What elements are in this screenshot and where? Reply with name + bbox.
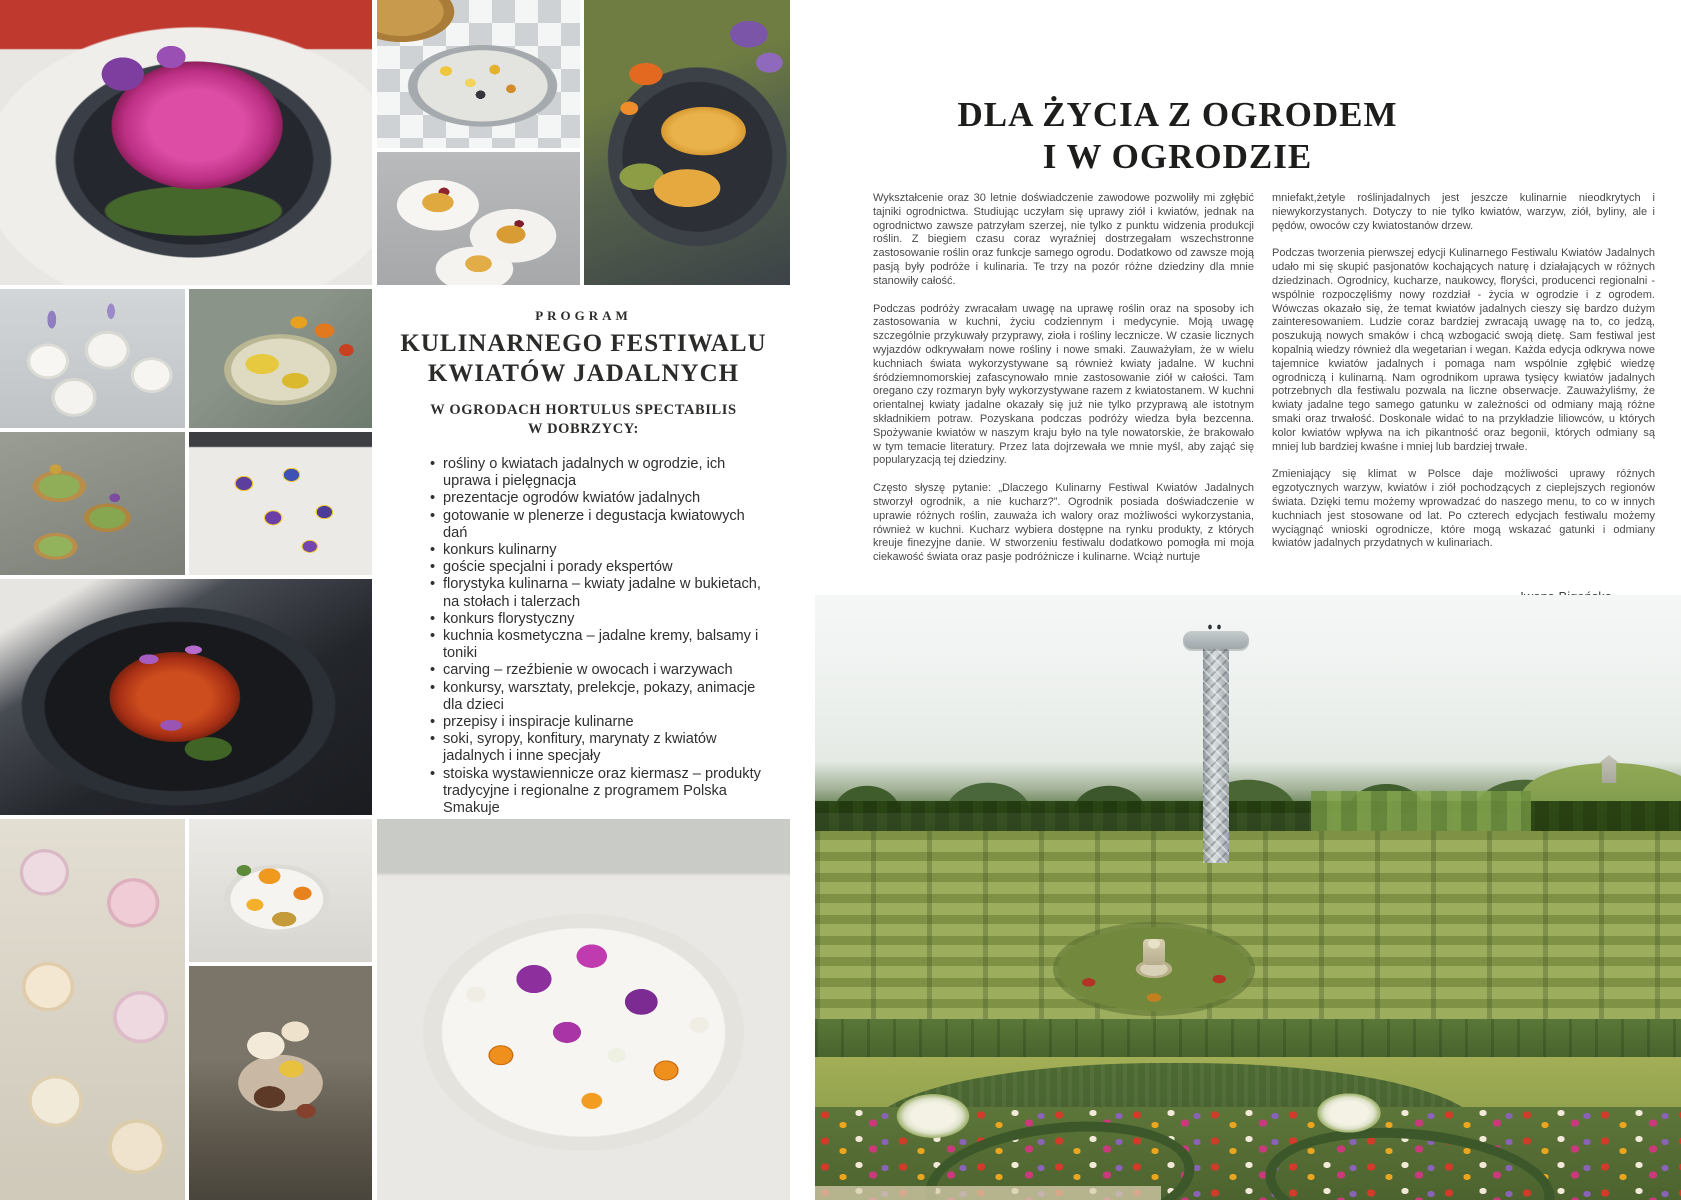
photo-fried-dumplings-flowers [584,0,790,285]
photo-mini-tarts [377,152,580,285]
program-list-item: • goście specjalni i porady ekspertów [430,559,766,576]
program-list-item: • carving – rzeźbienie w owocach i warzywach [430,662,766,679]
program-list-item: • konkursy, warsztaty, prelekcje, pokazy, animacje dla dzieci [430,680,766,714]
program-list-item: • soki, syropy, konfitury, marynaty z kwiatów jadalnych i inne specjały [430,731,766,765]
photo-meringue-dessert [189,966,372,1200]
program-list-item: • stoiska wystawiennicze oraz kiermasz – produkty tradycyjne i regionalne z programem Polska Smakuje [430,766,766,818]
program-list-item: • kuchnia kosmetyczna – jadalne kremy, balsamy i toniki [430,628,766,662]
article-column-2 [1272,192,1655,565]
garden-maze-hedges [815,831,1681,1027]
program-title [377,329,790,389]
program-subtitle-line2: W DOBRZYCY: [528,421,639,437]
observation-tower [1203,645,1229,863]
program-kicker: PROGRAM [535,308,632,323]
program-list-item: • gotowanie w plenerze i degustacja kwiatowych dań [430,508,766,542]
program-list-item: • przepisy i inspiracje kulinarne [430,714,766,731]
garden-path [815,1186,1161,1200]
article-title [810,94,1545,178]
program-list-item: • konkurs florystyczny [430,611,766,628]
program-subtitle-line1: W OGRODACH HORTULUS SPECTABILIS [430,402,737,418]
program-title-line1: KULINARNEGO FESTIWALU [400,330,767,357]
garden-white-flower-bush-left [885,1087,981,1145]
article-paragraph: Podczas tworzenia pierwszej edycji Kulinarnego Festiwalu Kwiatów Jadalnych udało mi się skupić pasjonatów kochających naturę i działających w różnych dziedzinach. Ogrodnicy, kucharze, naukowcy, floryści, producenci regionalni - wspólnie rozpoczęliśmy nowy rozdział - życia w ogrodzie i z ogrodem. Wówczas okazało się, że temat kwiatów jadalnych cieszy się bardzo dużym zainteresowaniem. Ludzie coraz bardziej zwracają uwagę na to, co jedzą, poszukują nowych smaków i chcą wzbogacić swoją dietę. Sam festiwal jest kopalnią wiedzy również dla wegetarian i wegan. Każda edycja odkrywa nowe tajemnice kwiatów jadalnych i pomaga nam wspólnie zgłębić wiedzę ogrodniczą i kulinarną. Nam ogrodnikom uprawa tysięcy kwiatów jadalnych potrzebnych dla festiwalu pozwala na liczne obserwacje. Zauważyliśmy, że kwiaty jadalne tego samego gatunku w zależności od odmiany mają różne smaki oraz trwałość. Doskonale widać to na przykładzie liliowców, u których kolor kwiatów wpływa na ich pikantność oraz begonii, których odmiany są mniej lub bardziej kwaśne i mniej lub bardziej trwałe. [1272,247,1655,453]
photo-red-sauce-dish [0,579,372,815]
photo-marigold-dish [189,819,372,962]
article-paragraph: Podczas podróży zwracałam uwagę na uprawę roślin oraz na sposoby ich zastosowania w kuchni, życiu codziennym i medycynie. Moją uwagę szczególnie przykuwały przyprawy, zioła i rośliny lecznicze. W czasie licznych wyjazdów odkrywałam nowe rośliny i nowe smaki. Zauważyłam, że w wielu kuchniach świata wykorzystywane są również kwiaty jadalne. W kuchni śródziemnomorskiej zafascynowało mnie zastosowanie ziół w całości. Tam oregano czy rozmaryn były wykorzystywane razem z kwiatostanem. W kuchni orientalnej kwiaty jadalne okazały się już nie tylko przyprawą ale istotnym składnikiem potraw. Pozyskana podczas podróży wiedza była bezcenna. Spożywanie kwiatów w naszym kraju było na tyle nowatorskie, że brakowało w tym temacie literatury. Przez lata dojrzewała we mnie myśl, aby zająć się popularyzacją tej dziedziny. [873,302,1254,467]
program-list-item: • florystyka kulinarna – kwiaty jadalne w bukietach, na stołach i talerzach [430,576,766,610]
photo-edible-flower-salad [377,819,790,1200]
photo-canape-skewers [377,0,580,148]
program-panel [377,289,790,815]
photo-bruschetta-flowers [0,432,185,575]
article-paragraph: mniefakt,żetyle roślinjadalnych jest jeszcze kulinarnie nieodkrytych i niewykorzystanych. Dotyczy to nie tylko kwiatów, warzyw, ziół, byliny, ale i pędów, owoców czy kwiatostanów drzew. [1272,192,1655,232]
photo-decorated-cookies [0,819,185,1200]
program-title-line2: KWIATÓW JADALNYCH [427,360,740,387]
program-list-item: • prezentacje ogrodów kwiatów jadalnych [430,490,766,507]
program-list [377,456,766,817]
program-list-item: • rośliny o kwiatach jadalnych w ogrodzie, ich uprawa i pielęgnacja [430,456,766,490]
article-title-line2: I W OGRODZIE [1042,137,1313,176]
program-list-item: • konkurs kulinarny [430,542,766,559]
article-paragraph: Wykształcenie oraz 30 letnie doświadczenie zawodowe pozwoliły mi zgłębić tajniki ogrodnictwa. Studiując uczyłam się uprawy ziół i kwiatów, jednak na ogrodnictwo zawsze patrzyłam szerzej, nie tylko z punktu widzenia produkcji roślin. Z biegiem czasu coraz wyraźniej dostrzegałam wszechstronne zastosowanie roślin oraz funkcje samego ogrodu. Dodatkowo od zawsze moją pasją były podróże i kulinaria. Te trzy na pozór różne dziedziny dla mnie stanowiły całość. [873,192,1254,287]
photo-zucchini-flower-dish [189,289,372,428]
article-title-line1: DLA ŻYCIA Z OGRODEM [957,95,1398,134]
garden-fountain-statue [1143,939,1165,965]
observation-tower-visitors [1207,623,1227,631]
photo-hortulus-garden-maze [815,595,1681,1200]
program-subtitle [377,401,790,439]
photo-beetroot-tartare [0,0,372,285]
article-paragraph: Zmieniający się klimat w Polsce daje możliwości uprawy różnych egzotycznych warzyw, kwiatów i ziół pochodzących z cieplejszych regionów świata. Dzięki temu możemy wprowadzać do naszego menu, to co w innych kuchniach jest stosowane od lat. Po czterech edycjach festiwalu możemy wyciągnąć wnioski ogrodnicze, które mogą wskazać gatunki i odmiany kwiatów jadalnych przydatnych w kulinariach. [1272,468,1655,550]
article-paragraph: Często słyszę pytanie: „Dlaczego Kulinarny Festiwal Kwiatów Jadalnych stworzył ogrodnik, a nie kucharz?”. Ogrodnik posiada doświadczenie w uprawie różnych roślin, zauważa ich walory oraz możliwości wykorzystania, również w kuchni. Kucharz wybiera dostępne na rynku produkty, z których kreuje finezyjne danie. W stworzeniu festiwalu dodatkowo pomogła mi moja ciekawość świata oraz pasje podróżnicze i kulinarne. Wciąż nurtuje [873,482,1254,564]
observation-tower-platform [1183,631,1249,649]
article-column-1 [873,192,1254,579]
photo-cheese-balls-lavender [0,289,185,428]
garden-white-flower-bush-right [1307,1087,1391,1139]
photo-pansy-canapes [189,432,372,575]
